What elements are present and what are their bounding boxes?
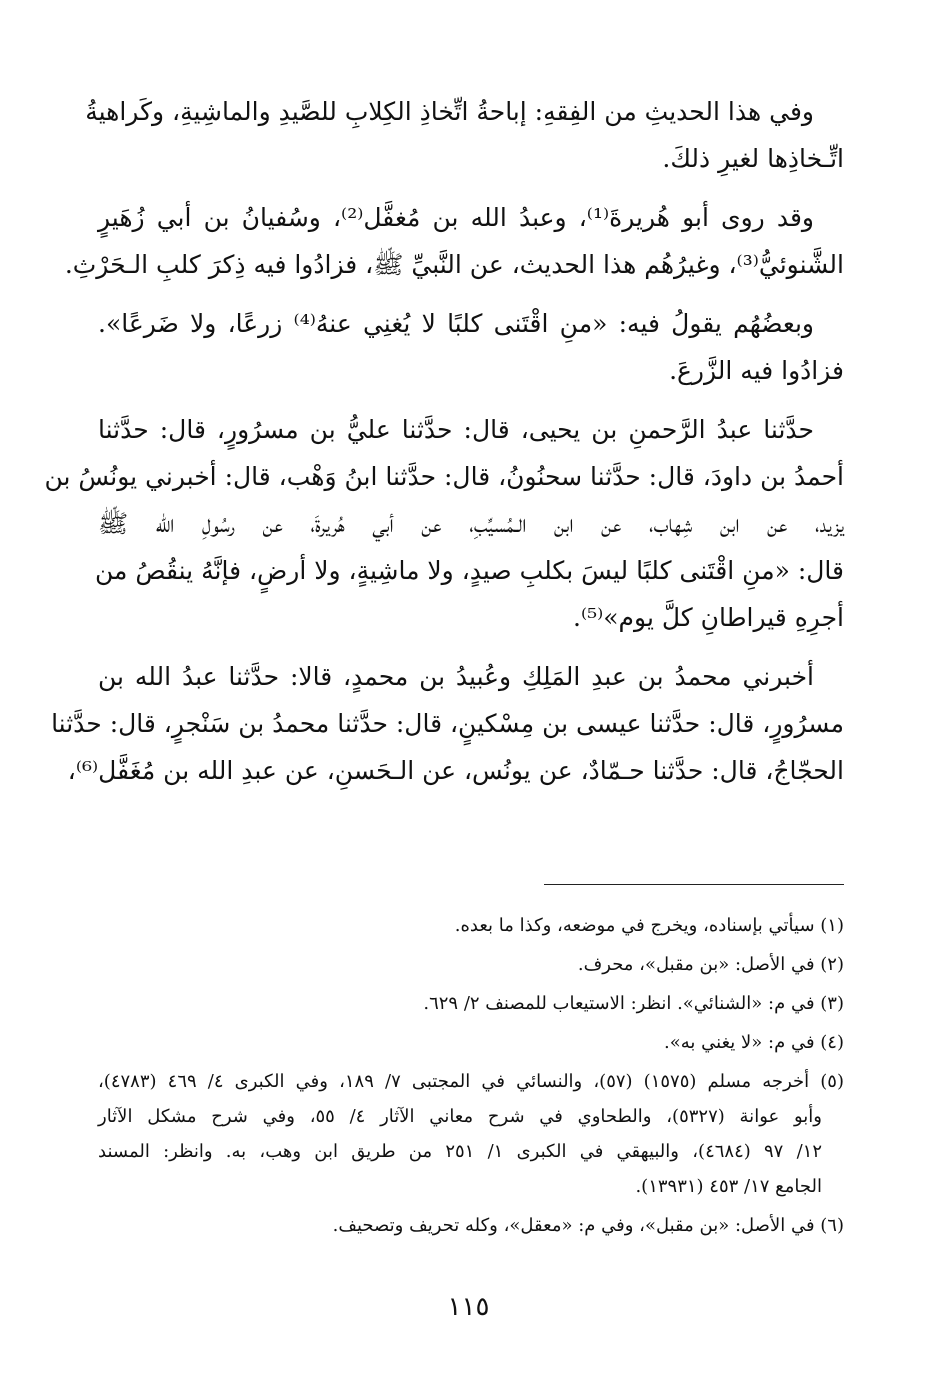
footnote-5 bbox=[98, 1064, 844, 1204]
text-line: أجرِهِ قيراطانِ كلَّ يوم»⁽⁵⁾. bbox=[573, 603, 844, 632]
footnote-2 bbox=[98, 947, 844, 982]
footnote-line: (٤) في م: «لا يغني به». bbox=[664, 1032, 844, 1053]
text-line: وبعضُهُم يقولُ فيه: «منِ اقْتَنى كلبًا لا يُغنِي عنهُ⁽⁴⁾ زرعًا، ولا ضَرعًا». bbox=[98, 309, 815, 338]
footnote-1 bbox=[98, 908, 844, 943]
footnote-separator bbox=[544, 884, 844, 885]
text-line: أحمدُ بن داودَ، قال: حدَّثنا سحنُونُ، قال: حدَّثنا ابنُ وَهْب، قال: أخبرني يونُسُ بن bbox=[44, 462, 844, 491]
paragraph-4 bbox=[44, 406, 844, 641]
footnote-line: (١) سيأتي بإسناده، ويخرج في موضعه، وكذا ما بعده. bbox=[454, 915, 844, 936]
paragraph-3 bbox=[98, 300, 844, 394]
footnote-line: الجامع ١٧/ ٤٥٣ (١٣٩٣١). bbox=[635, 1176, 822, 1197]
text-line: يزيد، عن ابن شِهاب، عن ابن الـمُسيِّبِ، عن أبي هُريرةَ، عن رسُولِ الله ﷺ bbox=[98, 509, 844, 538]
text-line: مسرُورٍ، قال: حدَّثنا عيسى بن مِسْكينٍ، قال: حدَّثنا محمدُ بن سَنْجرٍ، قال: حدَّثنا bbox=[51, 709, 844, 738]
footnote-line: (٣) في م: «الشنائي». انظر: الاستيعاب للمصنف ٢/ ٦٢٩. bbox=[423, 993, 844, 1014]
text-line: حدَّثنا عبدُ الرَّحمنِ بن يحيى، قال: حدَّثنا عليُّ بن مسرُورٍ، قال: حدَّثنا bbox=[98, 415, 814, 444]
footnote-3 bbox=[98, 986, 844, 1021]
text-line: الحجّاجُ، قال: حدَّثنا حـمّادٌ، عن يونُس، عن الـحَسنِ، عن عبدِ الله بن مُغَفَّل⁽⁶⁾، bbox=[67, 756, 844, 785]
text-line: وقد روى أبو هُريرةَ⁽¹⁾، وعبدُ الله بن مُغفَّل⁽²⁾، وسُفيانُ بن أبي زُهَيرٍ bbox=[98, 203, 814, 232]
text-line: وفي هذا الحديثِ من الفِقهِ: إباحةُ اتِّخاذِ الكِلابِ للصَّيدِ والماشِيةِ، وكَراهيةُ bbox=[85, 97, 814, 126]
footnote-line: (٦) في الأصل: «بن مقبل»، وفي م: «معقل»، وكله تحريف وتصحيف. bbox=[332, 1215, 844, 1236]
footnote-line: وأبو عوانة (٥٣٢٧)، والطحاوي في شرح معاني الآثار ٤/ ٥٥، وفي شرح مشكل الآثار bbox=[98, 1106, 822, 1127]
footnote-line: (٢) في الأصل: «بن مقبل»، محرف. bbox=[577, 954, 844, 975]
paragraph-5 bbox=[51, 653, 844, 794]
footnote-4 bbox=[98, 1025, 844, 1060]
text-line: فزادُوا فيه الزَّرعَ. bbox=[669, 356, 844, 385]
footnote-line: (٥) أخرجه مسلم (١٥٧٥) (٥٧)، والنسائي في المجتبى ٧/ ١٨٩، وفي الكبرى ٤/ ٤٦٩ (٤٧٨٣)، bbox=[98, 1071, 844, 1092]
text-line: اتِّـخاذِها لغيرِ ذلكَ. bbox=[662, 144, 844, 173]
text-line: أخبرني محمدُ بن عبدِ المَلِكِ وعُبيدُ بن محمدٍ، قالا: حدَّثنا عبدُ الله بن bbox=[98, 662, 814, 691]
main-text bbox=[44, 88, 844, 794]
paragraph-2 bbox=[64, 194, 844, 288]
page bbox=[44, 88, 844, 1236]
text-line: الشَّنوئيُّ⁽³⁾، وغيرُهُم هذا الحديث، عن النَّبيِّ ﷺ، فزادُوا فيه ذِكرَ كلبِ الـحَرْثِ. bbox=[64, 250, 844, 279]
text-line: قال: «منِ اقْتَنى كلبًا ليسَ بكلبِ صيدٍ، ولا ماشِيةٍ، ولا أرضٍ، فإنَّهُ ينقُصُ من bbox=[95, 556, 844, 585]
footnotes bbox=[98, 908, 844, 1247]
footnote-line: ١٢/ ٩٧ (٤٦٨٤)، والبيهقي في الكبرى ١/ ٢٥١ من طريق ابن وهب، به. وانظر: المسند bbox=[98, 1141, 822, 1162]
page-number: ١١٥ bbox=[447, 1292, 490, 1322]
paragraph-1 bbox=[85, 88, 844, 182]
footnote-6 bbox=[98, 1208, 844, 1243]
